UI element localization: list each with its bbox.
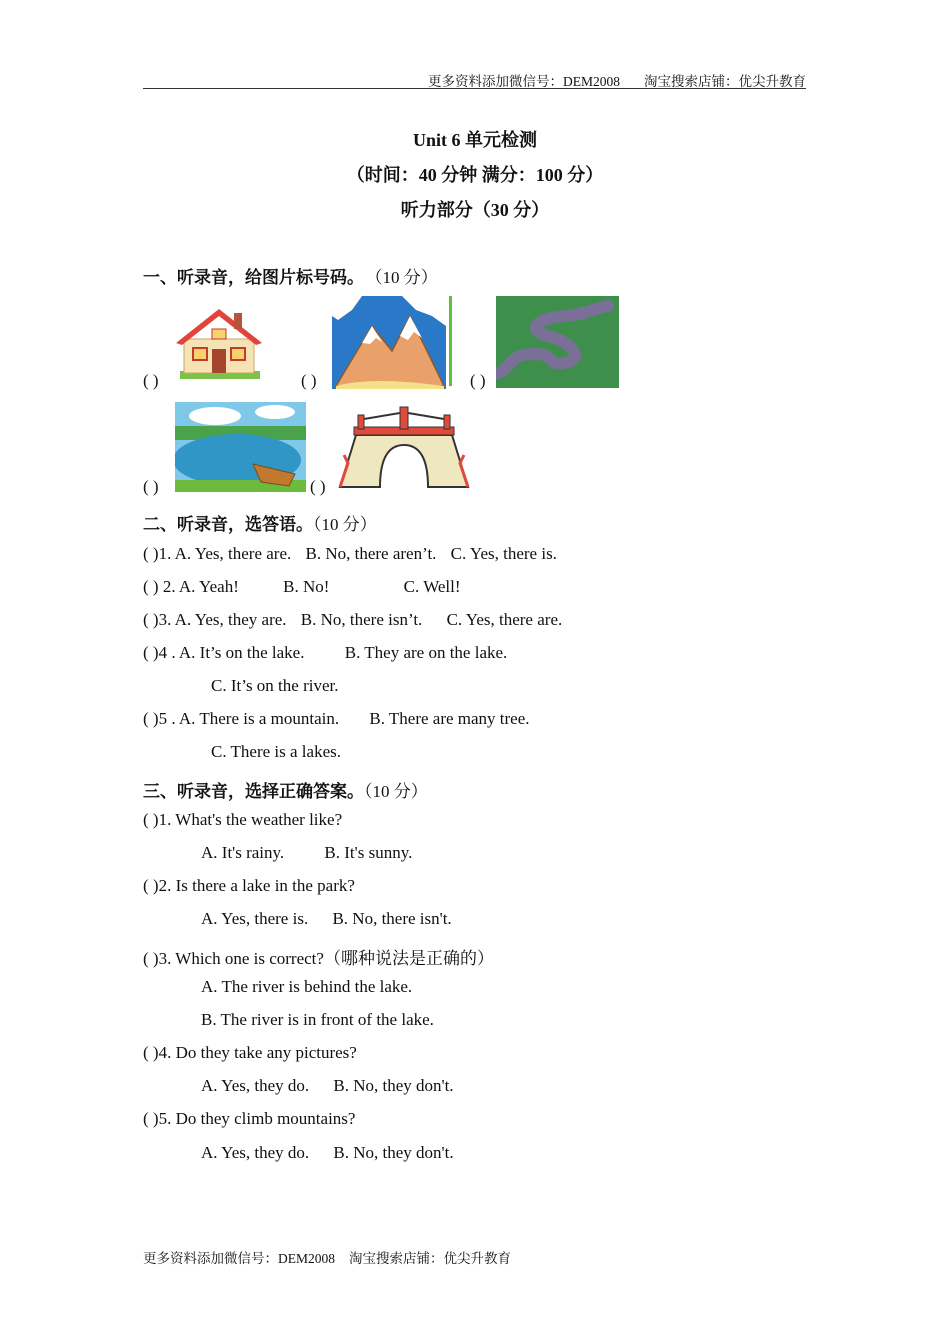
question-row	[143, 709, 530, 729]
option-b: B. No, they don't.	[333, 1143, 454, 1162]
option-c: C. Well!	[403, 577, 461, 596]
answer-blank[interactable]: ( )	[143, 577, 159, 596]
options-row	[201, 1076, 454, 1096]
option-c: C. It’s on the river.	[211, 676, 339, 695]
section-3-title: 三、听录音，选择正确答案。	[143, 782, 364, 801]
section-2-points: （10 分）	[313, 515, 377, 534]
answer-blank[interactable]: ( )	[301, 371, 317, 390]
page-footer	[143, 1247, 511, 1267]
house-picture	[172, 305, 267, 380]
question-row	[143, 610, 562, 630]
question-text: 1. What's the weather like?	[158, 810, 343, 829]
option-a: A. Yeah!	[178, 577, 239, 596]
section-3-heading	[143, 777, 428, 802]
part-title: 听力部分（30 分）	[400, 200, 550, 220]
option-a: A. Yes, they are.	[174, 610, 287, 629]
option-c: C. Yes, there are.	[446, 610, 563, 629]
section-3-points: （10 分）	[364, 782, 428, 801]
page-title: Unit 6 单元检测	[412, 130, 537, 150]
page-header	[143, 70, 806, 89]
question-row	[143, 643, 507, 663]
answer-blank[interactable]: ( )	[470, 371, 486, 390]
option-b: B. There are many tree.	[369, 709, 530, 728]
question-row	[143, 810, 342, 830]
question-text: 4. Do they take any pictures?	[158, 1043, 357, 1062]
lake-boat-picture	[175, 402, 306, 492]
option-a: A. There is a mountain.	[178, 709, 340, 728]
answer-blank[interactable]: ( )	[143, 949, 159, 968]
question-number: 5 .	[158, 709, 176, 728]
answer-blank[interactable]: ( )	[143, 1043, 159, 1062]
option-b: B. It's sunny.	[324, 843, 413, 862]
option-b: B. The river is in front of the lake.	[201, 1010, 434, 1029]
header-shop: 淘宝搜索店铺：优尖升教育	[644, 74, 806, 89]
question-row	[143, 577, 461, 597]
question-row	[143, 1109, 355, 1129]
option-a: A. Yes, there are.	[174, 544, 292, 563]
answer-blank[interactable]: ( )	[143, 643, 159, 662]
question-text: 2. Is there a lake in the park?	[158, 876, 355, 895]
answer-blank[interactable]: ( )	[143, 610, 159, 629]
question-row	[143, 944, 494, 969]
question-number: 4 .	[158, 643, 176, 662]
option-c: C. Yes, there is.	[450, 544, 557, 563]
option-a: A. It’s on the lake.	[178, 643, 305, 662]
option-b: B. They are on the lake.	[344, 643, 508, 662]
option-a: A. Yes, they do.	[201, 1076, 310, 1095]
exam-info: （时间：40 分钟 满分：100 分）	[346, 165, 604, 185]
options-row	[201, 1143, 454, 1163]
question-row	[143, 544, 557, 564]
footer-shop: 淘宝搜索店铺：优尖升教育	[349, 1251, 511, 1266]
question-text: 5. Do they climb mountains?	[158, 1109, 356, 1128]
question-number: 3.	[158, 610, 172, 629]
answer-blank[interactable]: ( )	[143, 876, 159, 895]
bridge-picture	[336, 405, 473, 489]
option-a: A. The river is behind the lake.	[201, 977, 413, 996]
section-2-heading	[143, 510, 377, 535]
section-1-title: 一、听录音，给图片标号码。	[143, 268, 364, 287]
answer-blank[interactable]: ( )	[143, 371, 159, 390]
answer-blank[interactable]: ( )	[143, 544, 159, 563]
header-wechat: 更多资料添加微信号：DEM2008	[428, 74, 620, 89]
section-1-heading	[143, 263, 438, 288]
footer-wechat: 更多资料添加微信号：DEM2008	[143, 1251, 335, 1266]
options-row	[201, 909, 452, 929]
option-c: C. There is a lakes.	[211, 742, 341, 761]
question-number: 1.	[158, 544, 172, 563]
mountain-picture	[332, 296, 453, 389]
section-2-title: 二、听录音，选答语。	[143, 515, 313, 534]
option-b: B. No, there aren’t.	[305, 544, 437, 563]
option-b: B. No!	[283, 577, 330, 596]
question-row	[143, 876, 355, 896]
option-a: A. It's rainy.	[201, 843, 285, 862]
answer-blank[interactable]: ( )	[143, 709, 159, 728]
answer-blank[interactable]: ( )	[310, 477, 326, 496]
option-b: B. No, they don't.	[333, 1076, 454, 1095]
question-number: 2.	[162, 577, 176, 596]
answer-blank[interactable]: ( )	[143, 477, 159, 496]
options-row	[201, 843, 412, 863]
option-b: B. No, there isn’t.	[300, 610, 423, 629]
section-1-points: （10 分）	[374, 268, 438, 287]
river-picture	[496, 296, 619, 388]
option-a: A. Yes, they do.	[201, 1143, 310, 1162]
answer-blank[interactable]: ( )	[143, 1109, 159, 1128]
answer-blank[interactable]: ( )	[143, 810, 159, 829]
question-row	[143, 1043, 357, 1063]
option-a: A. Yes, there is.	[201, 909, 309, 928]
question-text: 3. Which one is correct?（哪种说法是正确的）	[158, 949, 494, 968]
option-b: B. No, there isn't.	[332, 909, 452, 928]
